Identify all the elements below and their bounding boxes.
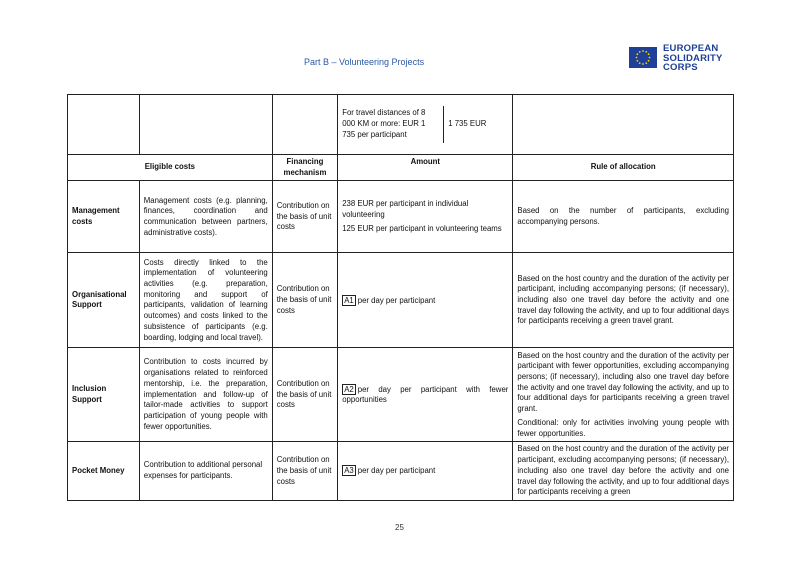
amount-code-box: A2 [344, 384, 354, 394]
row-mechanism: Contribution on the basis of unit costs [272, 253, 337, 348]
row-mechanism: Contribution on the basis of unit costs [272, 181, 337, 253]
logo-line-3: CORPS [663, 62, 698, 73]
row-name: Management costs [68, 181, 140, 253]
col-header-rule: Rule of allocation [513, 155, 734, 181]
amount-text: per day per participant with fewer opportunities [342, 384, 509, 405]
amount-text: per day per participant [357, 295, 436, 305]
logo-line-1: EUROPEAN [663, 43, 719, 54]
amount-code-box: A1 [344, 295, 354, 305]
row-description: Contribution to costs incurred by organisations related to reinforced mentorship, i.e. the preparation, implementation and follow-up of tailor-made activities to support participation of young people with fewer opportunities. [139, 348, 272, 442]
rule-conditional: Conditional: only for activities involving young people with fewer opportunities. [517, 417, 729, 438]
row-description: Contribution to additional personal expenses for participants. [139, 442, 272, 501]
row-name: Inclusion Support [68, 348, 140, 442]
col-header-eligible: Eligible costs [68, 155, 273, 181]
header-row [68, 155, 734, 181]
row-mechanism: Contribution on the basis of unit costs [272, 442, 337, 501]
travel-distance-text: For travel distances of 8 000 KM or more: EUR 1 735 per participant [342, 108, 426, 139]
row-rule: Based on the number of participants, excluding accompanying persons. [513, 181, 734, 253]
row-amount [338, 442, 513, 501]
table-row [68, 253, 734, 348]
esc-logo [629, 44, 737, 72]
header-title: Part B – Volunteering Projects [304, 57, 425, 67]
table-row [68, 95, 734, 155]
amount-text: per day per participant [357, 466, 436, 476]
eligible-costs-table [67, 94, 734, 501]
page-number: 25 [395, 523, 404, 532]
row-amount [338, 181, 513, 253]
row-amount [338, 348, 513, 442]
amount-teams: 125 EUR per participant in volunteering teams [342, 223, 502, 233]
empty-cell [513, 95, 734, 155]
row-rule: Based on the host country and the duration of the activity per participant, including accompanying persons; (if necessary), including also one travel day before the activity and one travel day following the activity, and up to four additional days for participants receiving a green travel grant. [513, 253, 734, 348]
col-header-amount: Amount [338, 155, 513, 181]
row-description: Costs directly linked to the implementation of volunteering activities (e.g. preparation, monitoring and support of participants, validation of learning outcomes) and costs linked to the subsistence of participants (e.g. boarding, lodging and local travel). [139, 253, 272, 348]
row-rule: Based on the host country and the duration of the activity per participant, excluding accompanying persons; (if necessary), including also one travel day before the activity and one travel day following the activity, and up to four additional days for participants receiving a green [513, 442, 734, 501]
row-name: Pocket Money [68, 442, 140, 501]
amount-individual: 238 EUR per participant in individual volunteering [342, 199, 469, 220]
logo-line-2: SOLIDARITY [663, 52, 723, 64]
travel-amount-value: 1 735 EUR [443, 106, 512, 142]
table-row [68, 442, 734, 501]
row-mechanism: Contribution on the basis of unit costs [272, 348, 337, 442]
logo-text [663, 44, 723, 73]
rule-text: Based on the host country and the duration of the activity per participant with fewer opportunities, excluding accompanying persons; (if necessary), including also one travel day before the activity and one travel day following the activity, and up to four additional days for participants receiving a green travel grant. [517, 350, 729, 414]
table-row [68, 181, 734, 253]
eu-flag-icon [629, 47, 657, 68]
row-name: Organisational Support [68, 253, 140, 348]
table-row [68, 348, 734, 442]
travel-amount-cell [338, 95, 513, 155]
row-amount [338, 253, 513, 348]
amount-code-box: A3 [344, 466, 354, 476]
row-rule [513, 348, 734, 442]
empty-cell [139, 95, 272, 155]
empty-cell [68, 95, 140, 155]
col-header-financing: Financing mechanism [272, 155, 337, 181]
empty-cell [272, 95, 337, 155]
row-description: Management costs (e.g. planning, finances, coordination and communication between partners, administrative costs). [139, 181, 272, 253]
